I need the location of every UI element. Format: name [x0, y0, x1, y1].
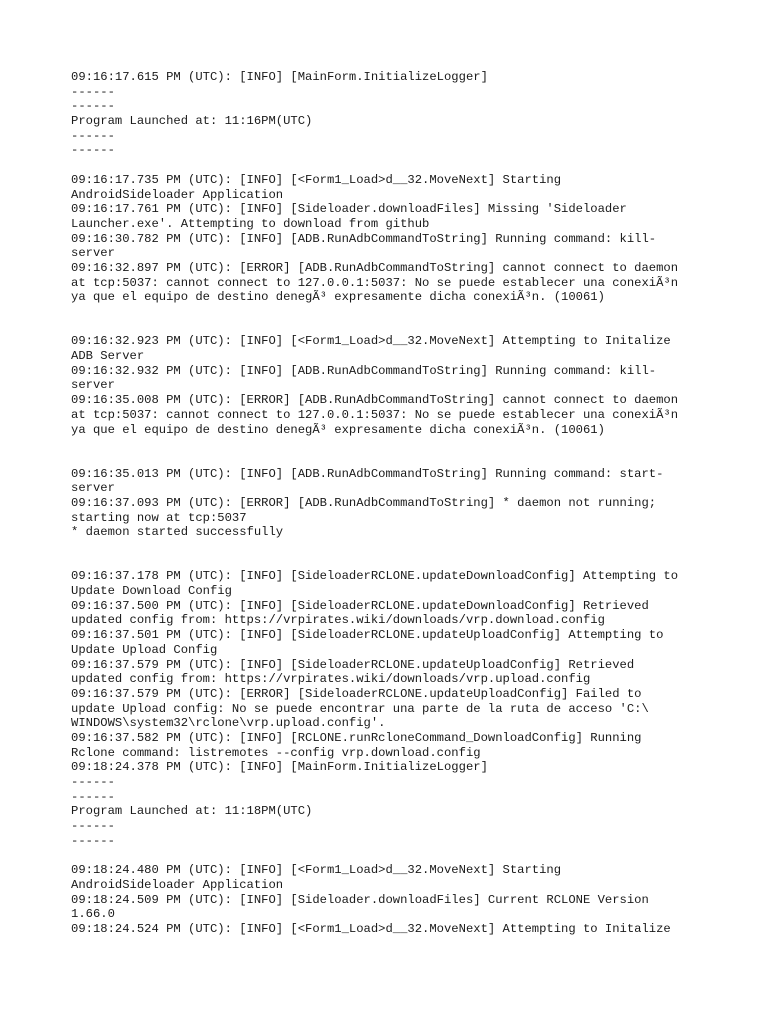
log-line: ADB Server: [71, 349, 145, 364]
log-line: [71, 452, 711, 467]
log-line: ya que el equipo de destino denegÃ³ expresamente dicha conexiÃ³n. (10061): [71, 422, 605, 437]
log-line: 09:16:17.615 PM (UTC): [INFO] [MainForm.InitializeLogger]: [71, 70, 488, 84]
log-line: Rclone command: listremotes --config vrp.download.config: [71, 745, 481, 760]
log-line: 09:16:37.500 PM (UTC): [INFO] [SideloaderRCLONE.updateDownloadConfig] Retrieved: [71, 598, 649, 613]
log-line: ------: [71, 775, 115, 789]
log-line: at tcp:5037: cannot connect to 127.0.0.1:5037: No se puede establecer una conexiÃ³n: [71, 407, 679, 422]
log-line: AndroidSideloader Application: [71, 877, 284, 892]
log-line: ------: [71, 84, 115, 99]
log-line: [71, 158, 711, 173]
log-line: [71, 305, 711, 320]
log-line: 09:16:35.008 PM (UTC): [ERROR] [ADB.RunAdbCommandToString] cannot connect to daemon: [71, 393, 679, 408]
log-line: 09:18:24.378 PM (UTC): [INFO] [MainForm.InitializeLogger]: [71, 760, 488, 775]
log-line: [71, 540, 711, 555]
log-line: ------: [71, 99, 115, 114]
log-line: [71, 320, 711, 335]
log-line: 1.66.0: [71, 907, 115, 922]
log-line: at tcp:5037: cannot connect to 127.0.0.1:5037: No se puede establecer una conexiÃ³n: [71, 275, 679, 290]
log-line: Launcher.exe'. Attempting to download from github: [71, 216, 430, 231]
log-line: 09:18:24.480 PM (UTC): [INFO] [<Form1_Load>d__32.MoveNext] Starting: [71, 863, 562, 878]
log-line: 09:16:37.093 PM (UTC): [ERROR] [ADB.RunAdbCommandToString] * daemon not running;: [71, 495, 657, 510]
log-line: updated config from: https://vrpirates.wiki/downloads/vrp.upload.config: [71, 672, 591, 687]
log-line: 09:16:37.579 PM (UTC): [INFO] [SideloaderRCLONE.updateUploadConfig] Retrieved: [71, 657, 635, 672]
log-line: 09:16:35.013 PM (UTC): [INFO] [ADB.RunAdbCommandToString] Running command: start-: [71, 466, 664, 481]
log-line: 09:18:24.509 PM (UTC): [INFO] [Sideloader.downloadFiles] Current RCLONE Version: [71, 892, 649, 907]
log-document: [71, 70, 711, 937]
log-line: Program Launched at: 11:18PM(UTC): [71, 804, 313, 819]
log-line: server: [71, 378, 115, 393]
log-line: ------: [71, 143, 115, 158]
log-line: 09:16:37.579 PM (UTC): [ERROR] [SideloaderRCLONE.updateUploadConfig] Failed to: [71, 686, 642, 701]
log-line: ya que el equipo de destino denegÃ³ expresamente dicha conexiÃ³n. (10061): [71, 290, 605, 305]
log-line: Program Launched at: 11:16PM(UTC): [71, 114, 313, 129]
log-line: Update Download Config: [71, 584, 232, 599]
log-line: 09:18:24.524 PM (UTC): [INFO] [<Form1_Load>d__32.MoveNext] Attempting to Initalize: [71, 921, 671, 936]
log-line: ------: [71, 128, 115, 143]
log-line: updated config from: https://vrpirates.wiki/downloads/vrp.download.config: [71, 613, 605, 628]
log-line: 09:16:17.735 PM (UTC): [INFO] [<Form1_Load>d__32.MoveNext] Starting: [71, 172, 562, 187]
log-line: update Upload config: No se puede encontrar una parte de la ruta de acceso 'C:\: [71, 701, 649, 716]
log-line: 09:16:17.761 PM (UTC): [INFO] [Sideloader.downloadFiles] Missing 'Sideloader: [71, 202, 627, 217]
log-line: AndroidSideloader Application: [71, 187, 284, 202]
log-line: [71, 555, 711, 570]
log-line: 09:16:32.923 PM (UTC): [INFO] [<Form1_Load>d__32.MoveNext] Attempting to Initalize: [71, 334, 671, 349]
log-line: Update Upload Config: [71, 642, 218, 657]
log-line: [71, 848, 711, 863]
log-line: 09:16:30.782 PM (UTC): [INFO] [ADB.RunAdbCommandToString] Running command: kill-: [71, 231, 657, 246]
log-line: ------: [71, 819, 115, 834]
log-line: ------: [71, 789, 115, 804]
log-line: starting now at tcp:5037: [71, 510, 247, 525]
log-line: 09:16:32.897 PM (UTC): [ERROR] [ADB.RunAdbCommandToString] cannot connect to daemon: [71, 260, 679, 275]
log-line: server: [71, 481, 115, 496]
log-line: [71, 437, 711, 452]
log-line: server: [71, 246, 115, 261]
log-line: ------: [71, 833, 115, 848]
log-line: 09:16:32.932 PM (UTC): [INFO] [ADB.RunAdbCommandToString] Running command: kill-: [71, 363, 657, 378]
log-line: 09:16:37.501 PM (UTC): [INFO] [SideloaderRCLONE.updateUploadConfig] Attempting to: [71, 628, 664, 643]
log-line: 09:16:37.582 PM (UTC): [INFO] [RCLONE.runRcloneCommand_DownloadConfig] Running: [71, 730, 642, 745]
log-line: * daemon started successfully: [71, 525, 284, 540]
log-line: 09:16:37.178 PM (UTC): [INFO] [SideloaderRCLONE.updateDownloadConfig] Attempting to: [71, 569, 679, 584]
log-line: WINDOWS\system32\rclone\vrp.upload.config'.: [71, 716, 386, 731]
